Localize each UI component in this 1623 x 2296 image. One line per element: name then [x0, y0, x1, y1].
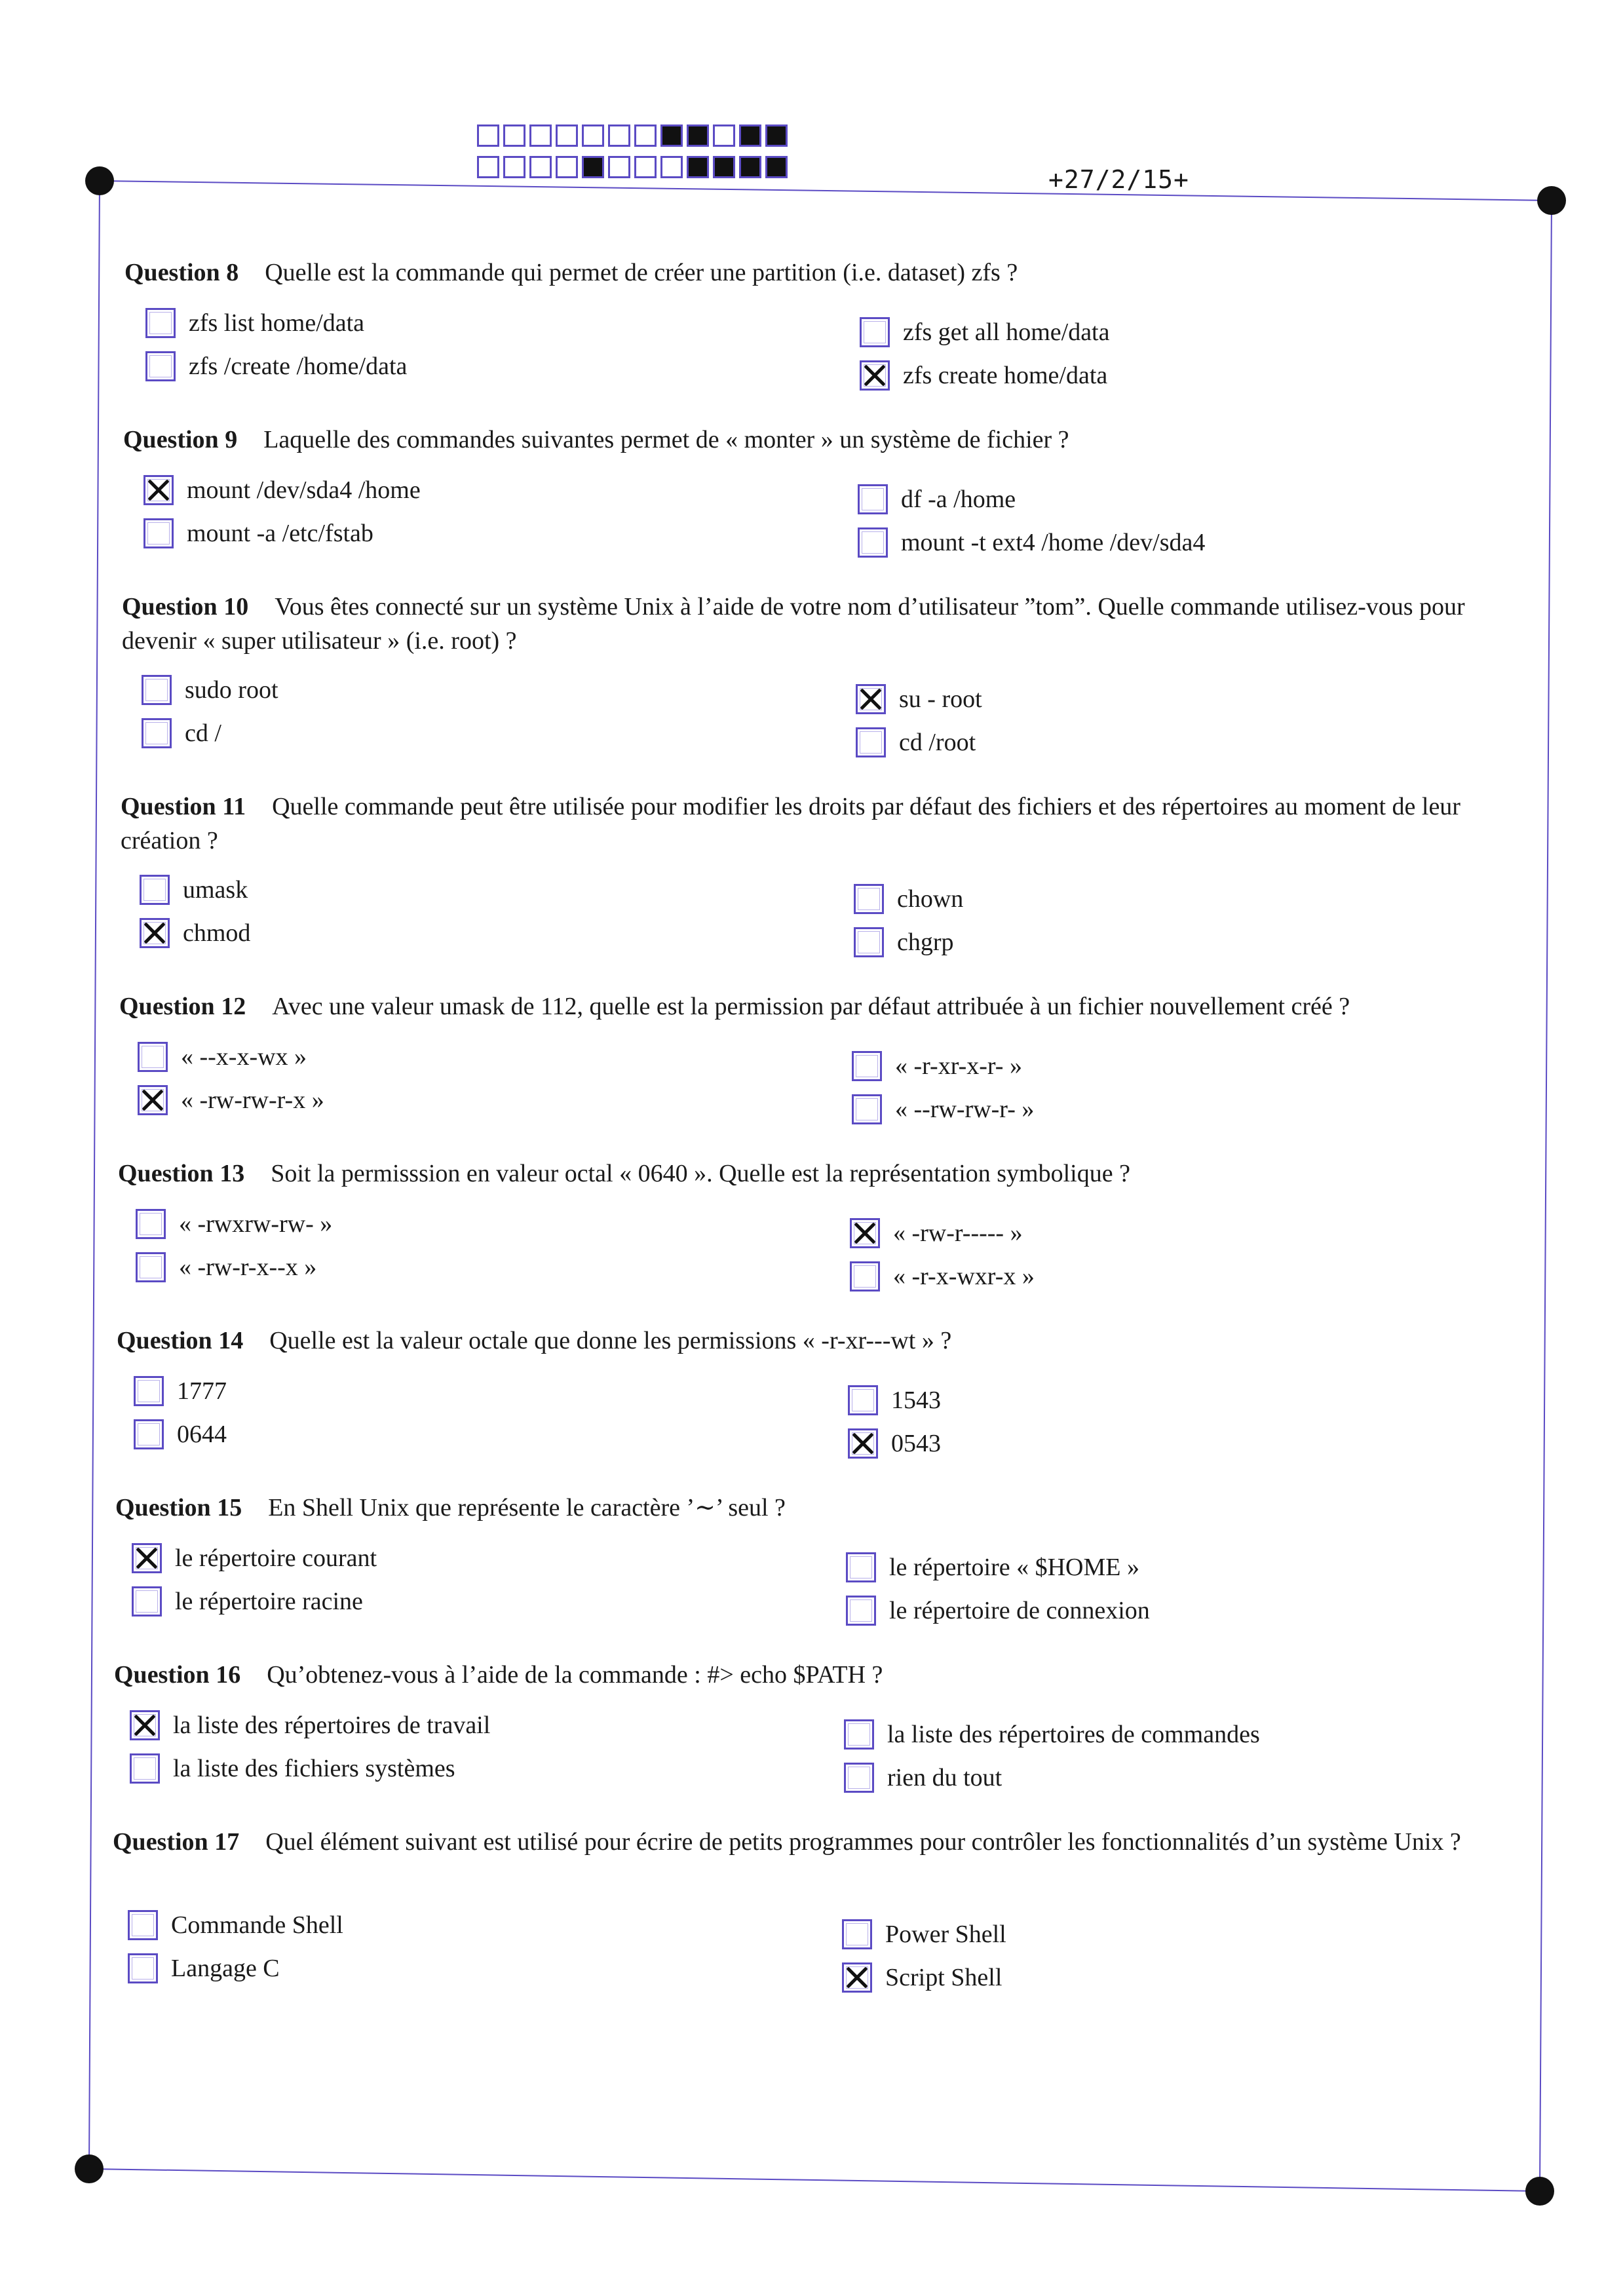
- checkbox-unchecked[interactable]: [130, 1753, 160, 1784]
- code-cell: [477, 156, 499, 178]
- answer-option[interactable]: [138, 1085, 324, 1115]
- answer-text: df -a /home: [901, 486, 1016, 513]
- answer-text: 0644: [177, 1421, 227, 1448]
- answer-text: umask: [183, 876, 248, 904]
- answer-text: le répertoire racine: [175, 1588, 363, 1615]
- answer-text: « -r-xr-x-r- »: [895, 1052, 1022, 1080]
- answer-text: Langage C: [171, 1955, 280, 1982]
- answer-option[interactable]: [140, 918, 250, 948]
- answer-text: mount /dev/sda4 /home: [187, 476, 421, 504]
- checkbox-checked[interactable]: [143, 475, 174, 505]
- answer-option[interactable]: [848, 1385, 941, 1415]
- answer-option[interactable]: [145, 308, 364, 338]
- answer-option[interactable]: [842, 1919, 1006, 1949]
- page-id: +27/2/15+: [1048, 165, 1189, 194]
- question-text: Soit la permisssion en valeur octal « 0640 ». Quelle est la représentation symbolique ?: [271, 1160, 1130, 1187]
- answer-text: Power Shell: [885, 1921, 1006, 1948]
- checkbox-unchecked[interactable]: [140, 875, 170, 905]
- corner-marker-bottom-right: [1525, 2177, 1554, 2206]
- checkbox-unchecked[interactable]: [143, 518, 174, 548]
- answer-option[interactable]: [854, 927, 954, 957]
- code-cell: [739, 124, 761, 147]
- answer-option[interactable]: [856, 684, 982, 714]
- answer-option[interactable]: [860, 317, 1110, 347]
- question-heading: [118, 1157, 1527, 1191]
- code-cell: [660, 124, 683, 147]
- code-cell: [608, 124, 630, 147]
- answer-option[interactable]: [132, 1586, 363, 1617]
- question-text: Qu’obtenez-vous à l’aide de la commande : #> echo $PATH ?: [267, 1661, 883, 1689]
- code-cell: [687, 124, 709, 147]
- answer-option[interactable]: [132, 1543, 377, 1573]
- answer-text: la liste des répertoires de commandes: [887, 1721, 1260, 1748]
- answer-option[interactable]: [844, 1763, 1002, 1793]
- checkbox-unchecked[interactable]: [844, 1719, 874, 1750]
- answer-option[interactable]: [850, 1218, 1023, 1248]
- answer-text: rien du tout: [887, 1764, 1002, 1791]
- answer-text: mount -a /etc/fstab: [187, 520, 373, 547]
- question-heading: [122, 590, 1531, 658]
- answer-text: zfs /create /home/data: [189, 353, 408, 380]
- checkbox-unchecked[interactable]: [842, 1919, 872, 1949]
- checkbox-unchecked[interactable]: [138, 1042, 168, 1072]
- question-heading: [113, 1825, 1521, 1859]
- question-label: Question 9: [123, 426, 238, 453]
- answer-text: la liste des fichiers systèmes: [173, 1755, 455, 1782]
- answer-option[interactable]: [856, 727, 976, 757]
- corner-marker-bottom-left: [75, 2154, 104, 2183]
- question-label: Question 11: [121, 793, 246, 820]
- answer-text: chgrp: [897, 928, 954, 956]
- checkbox-unchecked[interactable]: [134, 1419, 164, 1449]
- code-cell: [634, 156, 657, 178]
- answer-option[interactable]: [140, 875, 248, 905]
- question-label: Question 12: [119, 993, 246, 1020]
- answer-option[interactable]: [134, 1419, 227, 1449]
- answer-option[interactable]: [858, 527, 1205, 558]
- answer-option[interactable]: [136, 1252, 316, 1282]
- answer-text: « -rw-r----- »: [893, 1219, 1023, 1247]
- answer-option[interactable]: [143, 518, 373, 548]
- question-text: Quel élément suivant est utilisé pour écrire de petits programmes pour contrôler les fonctionnalités d’un système Unix ?: [265, 1828, 1461, 1856]
- question-text: Quelle commande peut être utilisée pour modifier les droits par défaut des fichiers et des répertoires au moment de leur création ?: [121, 793, 1461, 854]
- checkbox-checked[interactable]: [130, 1710, 160, 1740]
- question-heading: [115, 1491, 1524, 1525]
- checkbox-unchecked[interactable]: [844, 1763, 874, 1793]
- checkbox-unchecked[interactable]: [128, 1953, 158, 1983]
- page-code-row-1: [477, 124, 792, 147]
- checkbox-checked[interactable]: [132, 1543, 162, 1573]
- answer-text: Commande Shell: [171, 1911, 343, 1939]
- checkbox-checked[interactable]: [856, 684, 886, 714]
- answer-text: le répertoire « $HOME »: [889, 1554, 1139, 1581]
- question-label: Question 17: [113, 1828, 240, 1856]
- checkbox-checked[interactable]: [140, 918, 170, 948]
- answer-text: cd /: [185, 719, 221, 747]
- answer-option[interactable]: [852, 1051, 1022, 1081]
- answer-text: le répertoire courant: [175, 1544, 377, 1572]
- question-text: Avec une valeur umask de 112, quelle est la permission par défaut attribuée à un fichier nouvellement créé ?: [272, 993, 1350, 1020]
- question-text: Quelle est la commande qui permet de créer une partition (i.e. dataset) zfs ?: [265, 259, 1018, 286]
- checkbox-unchecked[interactable]: [134, 1376, 164, 1406]
- answer-text: zfs create home/data: [903, 362, 1108, 389]
- checkbox-unchecked[interactable]: [142, 675, 172, 705]
- code-cell: [765, 156, 788, 178]
- answer-option[interactable]: [145, 351, 407, 381]
- answer-option[interactable]: [143, 475, 421, 505]
- question-heading: [124, 256, 1533, 290]
- checkbox-unchecked[interactable]: [132, 1586, 162, 1617]
- answer-text: 1777: [177, 1377, 227, 1405]
- answer-text: sudo root: [185, 676, 278, 704]
- question-heading: [114, 1658, 1523, 1692]
- checkbox-unchecked[interactable]: [145, 351, 176, 381]
- code-cell: [608, 156, 630, 178]
- answer-text: zfs list home/data: [189, 309, 365, 337]
- checkbox-checked[interactable]: [850, 1218, 880, 1248]
- answer-option[interactable]: [134, 1376, 227, 1406]
- code-cell: [582, 124, 604, 147]
- answer-text: le répertoire de connexion: [889, 1597, 1150, 1624]
- code-cell: [739, 156, 761, 178]
- code-cell: [687, 156, 709, 178]
- checkbox-unchecked[interactable]: [856, 727, 886, 757]
- answer-option[interactable]: [128, 1953, 280, 1983]
- checkbox-checked[interactable]: [138, 1085, 168, 1115]
- answer-option[interactable]: [854, 884, 963, 914]
- code-cell: [713, 124, 735, 147]
- question-label: Question 14: [117, 1327, 244, 1354]
- checkbox-unchecked[interactable]: [854, 927, 884, 957]
- answer-text: « -rwxrw-rw- »: [179, 1210, 333, 1238]
- code-cell: [477, 124, 499, 147]
- checkbox-unchecked[interactable]: [128, 1910, 158, 1940]
- answer-text: « --rw-rw-r- »: [895, 1096, 1035, 1123]
- answer-option[interactable]: [846, 1552, 1139, 1582]
- checkbox-unchecked[interactable]: [142, 718, 172, 748]
- answer-text: zfs get all home/data: [903, 318, 1110, 346]
- question-heading: [117, 1324, 1525, 1358]
- checkbox-unchecked[interactable]: [850, 1261, 880, 1292]
- question-label: Question 13: [118, 1160, 245, 1187]
- checkbox-unchecked[interactable]: [860, 317, 890, 347]
- question-text: Laquelle des commandes suivantes permet de « monter » un système de fichier ?: [263, 426, 1069, 453]
- checkbox-unchecked[interactable]: [852, 1051, 882, 1081]
- answer-option[interactable]: [130, 1753, 455, 1784]
- answer-option[interactable]: [136, 1209, 332, 1239]
- answer-text: mount -t ext4 /home /dev/sda4: [901, 529, 1206, 556]
- checkbox-unchecked[interactable]: [858, 527, 888, 558]
- answer-option[interactable]: [142, 675, 278, 705]
- code-cell: [765, 124, 788, 147]
- answer-text: « --x-x-wx »: [181, 1043, 307, 1071]
- answer-option[interactable]: [848, 1428, 941, 1459]
- question-label: Question 8: [124, 259, 239, 286]
- question-label: Question 16: [114, 1661, 241, 1689]
- answer-text: 0543: [891, 1430, 941, 1457]
- question-label: Question 15: [115, 1494, 242, 1521]
- corner-marker-top-right: [1537, 186, 1566, 215]
- code-cell: [713, 156, 735, 178]
- answer-option[interactable]: [852, 1094, 1034, 1124]
- answer-option[interactable]: [130, 1710, 490, 1740]
- checkbox-unchecked[interactable]: [858, 484, 888, 514]
- answer-option[interactable]: [860, 360, 1107, 391]
- code-cell: [556, 124, 578, 147]
- answer-text: la liste des répertoires de travail: [173, 1712, 491, 1739]
- answer-text: « -r-x-wxr-x »: [893, 1263, 1035, 1290]
- code-cell: [529, 156, 552, 178]
- code-cell: [660, 156, 683, 178]
- answer-text: « -rw-rw-r-x »: [181, 1086, 324, 1114]
- question-text: Quelle est la valeur octale que donne les permissions « -r-xr---wt » ?: [269, 1327, 952, 1354]
- answer-option[interactable]: [842, 1962, 1002, 1993]
- answer-option[interactable]: [858, 484, 1016, 514]
- checkbox-unchecked[interactable]: [136, 1252, 166, 1282]
- checkbox-checked[interactable]: [842, 1962, 872, 1993]
- question-label: Question 10: [122, 593, 249, 621]
- checkbox-checked[interactable]: [848, 1428, 878, 1459]
- checkbox-unchecked[interactable]: [852, 1094, 882, 1124]
- code-cell: [582, 156, 604, 178]
- answer-option[interactable]: [138, 1042, 307, 1072]
- corner-marker-top-left: [85, 166, 114, 195]
- page-code-row-2: [477, 156, 792, 178]
- checkbox-unchecked[interactable]: [846, 1552, 876, 1582]
- answer-text: chmod: [183, 919, 251, 947]
- question-heading: [121, 790, 1529, 858]
- answer-text: Script Shell: [885, 1964, 1002, 1991]
- answer-option[interactable]: [846, 1596, 1150, 1626]
- checkbox-checked[interactable]: [860, 360, 890, 391]
- code-cell: [634, 124, 657, 147]
- code-cell: [503, 156, 525, 178]
- answer-option[interactable]: [850, 1261, 1035, 1292]
- answer-text: chown: [897, 885, 964, 913]
- answer-text: « -rw-r-x--x »: [179, 1253, 317, 1281]
- code-cell: [529, 124, 552, 147]
- checkbox-unchecked[interactable]: [846, 1596, 876, 1626]
- checkbox-unchecked[interactable]: [848, 1385, 878, 1415]
- answer-option[interactable]: [128, 1910, 343, 1940]
- question-heading: [123, 423, 1532, 457]
- answer-text: 1543: [891, 1387, 941, 1414]
- question-text: Vous êtes connecté sur un système Unix à l’aide de votre nom d’utilisateur ”tom”. Quelle commande utilisez-vous pour devenir « super utilisateur » (i.e. root) ?: [122, 593, 1465, 655]
- code-cell: [556, 156, 578, 178]
- checkbox-unchecked[interactable]: [854, 884, 884, 914]
- question-text: En Shell Unix que représente le caractère ’∼’ seul ?: [268, 1494, 786, 1521]
- answer-option[interactable]: [142, 718, 221, 748]
- answer-option[interactable]: [844, 1719, 1260, 1750]
- answer-text: su - root: [899, 685, 982, 713]
- checkbox-unchecked[interactable]: [136, 1209, 166, 1239]
- checkbox-unchecked[interactable]: [145, 308, 176, 338]
- code-cell: [503, 124, 525, 147]
- question-heading: [119, 989, 1528, 1024]
- answer-text: cd /root: [899, 729, 976, 756]
